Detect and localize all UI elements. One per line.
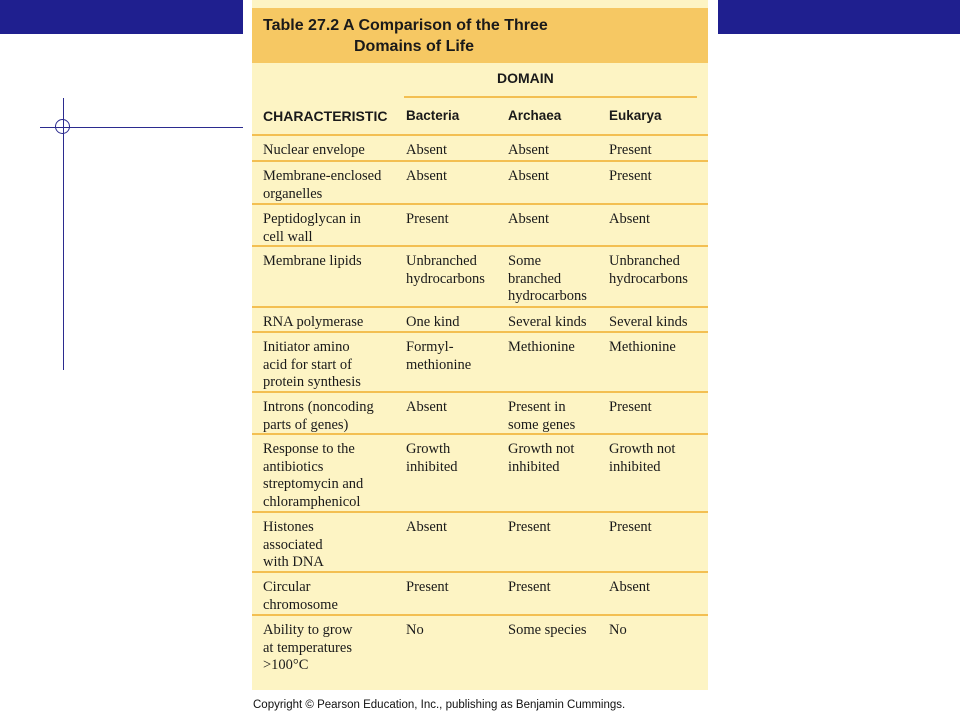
characteristic-cell: Response to the antibiotics streptomycin and chloramphenicol xyxy=(263,441,364,510)
characteristic-cell: RNA polymerase xyxy=(263,314,364,330)
characteristic-cell: Membrane lipids xyxy=(263,253,362,269)
domain-rule xyxy=(404,96,697,98)
table-row xyxy=(252,136,708,162)
eukarya-cell: Several kinds xyxy=(609,314,688,330)
characteristic-cell: Circular chromosome xyxy=(263,579,338,613)
column-header-eukarya: Eukarya xyxy=(609,108,662,123)
bacteria-cell: Present xyxy=(406,211,449,227)
top-bar-right xyxy=(718,0,960,34)
eukarya-cell: Present xyxy=(609,142,652,158)
bacteria-cell: Present xyxy=(406,579,449,595)
domain-header: DOMAIN xyxy=(497,70,554,86)
copyright-notice: Copyright © Pearson Education, Inc., publishing as Benjamin Cummings. xyxy=(253,699,626,711)
archaea-cell: Present xyxy=(508,519,551,535)
table-row xyxy=(252,333,708,393)
eukarya-cell: Absent xyxy=(609,579,651,595)
eukarya-cell: Present xyxy=(609,519,652,535)
guide-line-vertical xyxy=(63,98,64,370)
table-row xyxy=(252,393,708,435)
table-row xyxy=(252,573,708,616)
bacteria-cell: Formyl- methionine xyxy=(406,339,472,373)
bacteria-cell: One kind xyxy=(406,314,460,330)
table-row xyxy=(252,513,708,573)
archaea-cell: Methionine xyxy=(508,339,575,355)
archaea-cell: Several kinds xyxy=(508,314,587,330)
table-row xyxy=(252,308,708,333)
characteristic-cell: Initiator amino acid for start of protein synthesis xyxy=(263,339,361,390)
eukarya-cell: Present xyxy=(609,168,652,184)
column-header-bacteria: Bacteria xyxy=(406,108,460,123)
table-row xyxy=(252,247,708,308)
bacteria-cell: Growth inhibited xyxy=(406,441,458,475)
characteristic-cell: Peptidoglycan in cell wall xyxy=(263,211,361,245)
bacteria-cell: Absent xyxy=(406,399,448,415)
table-title-line-2: Domains of Life xyxy=(354,38,475,55)
table-title-line-1: Table 27.2 A Comparison of the Three xyxy=(263,17,548,34)
archaea-cell: Some species xyxy=(508,622,587,638)
comparison-table xyxy=(252,0,708,690)
characteristic-cell: Introns (noncoding parts of genes) xyxy=(263,399,374,433)
eukarya-cell: Unbranched hydrocarbons xyxy=(609,253,688,287)
characteristic-cell: Membrane-enclosed organelles xyxy=(263,168,382,202)
eukarya-cell: No xyxy=(609,622,627,638)
bacteria-cell: Unbranched hydrocarbons xyxy=(406,253,485,287)
bacteria-cell: No xyxy=(406,622,424,638)
bacteria-cell: Absent xyxy=(406,519,448,535)
top-bar-left xyxy=(0,0,243,34)
characteristic-header: CHARACTERISTIC xyxy=(263,108,388,124)
characteristic-cell: Histones associated with DNA xyxy=(263,519,324,570)
archaea-cell: Growth not inhibited xyxy=(508,441,575,475)
guide-line-horizontal xyxy=(40,127,243,128)
column-header-archaea: Archaea xyxy=(508,108,562,123)
archaea-cell: Absent xyxy=(508,211,550,227)
archaea-cell: Present xyxy=(508,579,551,595)
archaea-cell: Some branched hydrocarbons xyxy=(508,253,587,304)
eukarya-cell: Methionine xyxy=(609,339,676,355)
archaea-cell: Absent xyxy=(508,142,550,158)
eukarya-cell: Present xyxy=(609,399,652,415)
crosshair-circle-icon xyxy=(55,119,70,134)
table-row xyxy=(252,205,708,247)
eukarya-cell: Growth not inhibited xyxy=(609,441,676,475)
characteristic-cell: Ability to grow at temperatures >100°C xyxy=(263,622,353,673)
bacteria-cell: Absent xyxy=(406,142,448,158)
archaea-cell: Present in some genes xyxy=(508,399,576,433)
table-row xyxy=(252,435,708,513)
table-row xyxy=(252,162,708,205)
table-row xyxy=(252,616,708,690)
eukarya-cell: Absent xyxy=(609,211,651,227)
archaea-cell: Absent xyxy=(508,168,550,184)
bacteria-cell: Absent xyxy=(406,168,448,184)
characteristic-cell: Nuclear envelope xyxy=(263,142,365,158)
